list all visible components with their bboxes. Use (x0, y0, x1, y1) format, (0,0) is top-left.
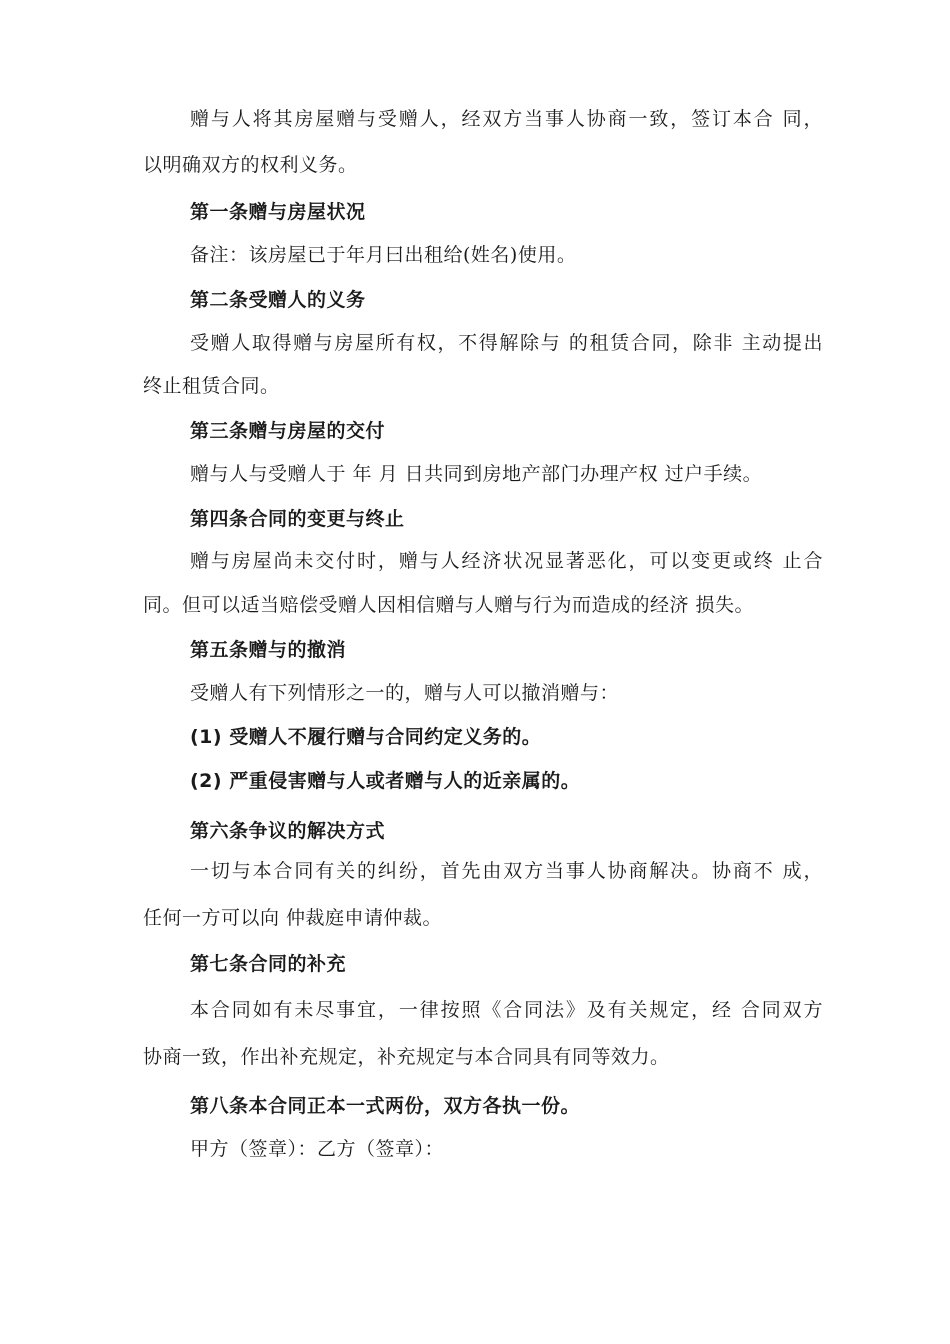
article-7-line-1: 本合同如有未尽事宜，一律按照《合同法》及有关规定，经 合同双方 (190, 999, 823, 1021)
article-5-line-1: 受赠人有下列情形之一的，赠与人可以撤消赠与： (190, 682, 620, 704)
article-3-title: 第三条赠与房屋的交付 (190, 420, 386, 442)
article-6-line-2: 任何一方可以向 仲裁庭申请仲裁。 (143, 907, 443, 929)
article-5-title: 第五条赠与的撤消 (190, 639, 347, 661)
intro-line-1: 赠与人将其房屋赠与受赠人，经双方当事人协商一致，签订本合 同， (190, 108, 823, 130)
article-2-line-1: 受赠人取得赠与房屋所有权，不得解除与 的租赁合同，除非 主动提出 (190, 332, 823, 354)
signature-line: 甲方（签章）：乙方（签章）： (190, 1138, 445, 1160)
article-4-title: 第四条合同的变更与终止 (190, 508, 405, 530)
intro-line-2: 以明确双方的权利义务。 (143, 154, 358, 176)
article-5-item-2: (2) 严重侵害赠与人或者赠与人的近亲属的。 (190, 770, 581, 792)
article-2-title: 第二条受赠人的义务 (190, 289, 366, 311)
article-2-line-2: 终止租赁合同。 (143, 375, 280, 397)
article-5-item-1: (1) 受赠人不履行赠与合同约定义务的。 (190, 726, 542, 748)
article-6-title: 第六条争议的解决方式 (190, 820, 386, 842)
article-8-title: 第八条本合同正本一式两份，双方各执一份。 (190, 1095, 581, 1117)
article-1-note: 备注：该房屋已于年月曰出租给(姓名)使用。 (190, 244, 577, 266)
article-4-line-2: 同。但可以适当赔偿受赠人因相信赠与人赠与行为而造成的经济 损失。 (143, 594, 755, 616)
article-1-title: 第一条赠与房屋状况 (190, 201, 366, 223)
article-4-line-1: 赠与房屋尚未交付时，赠与人经济状况显著恶化，可以变更或终 止合 (190, 550, 823, 572)
article-3-line-1: 赠与人与受赠人于 年 月 日共同到房地产部门办理产权 过户手续。 (190, 463, 763, 485)
article-7-line-2: 协商一致，作出补充规定，补充规定与本合同具有同等效力。 (143, 1046, 670, 1068)
article-7-title: 第七条合同的补充 (190, 953, 347, 975)
article-6-line-1: 一切与本合同有关的纠纷，首先由双方当事人协商解决。协商不 成， (190, 860, 823, 882)
